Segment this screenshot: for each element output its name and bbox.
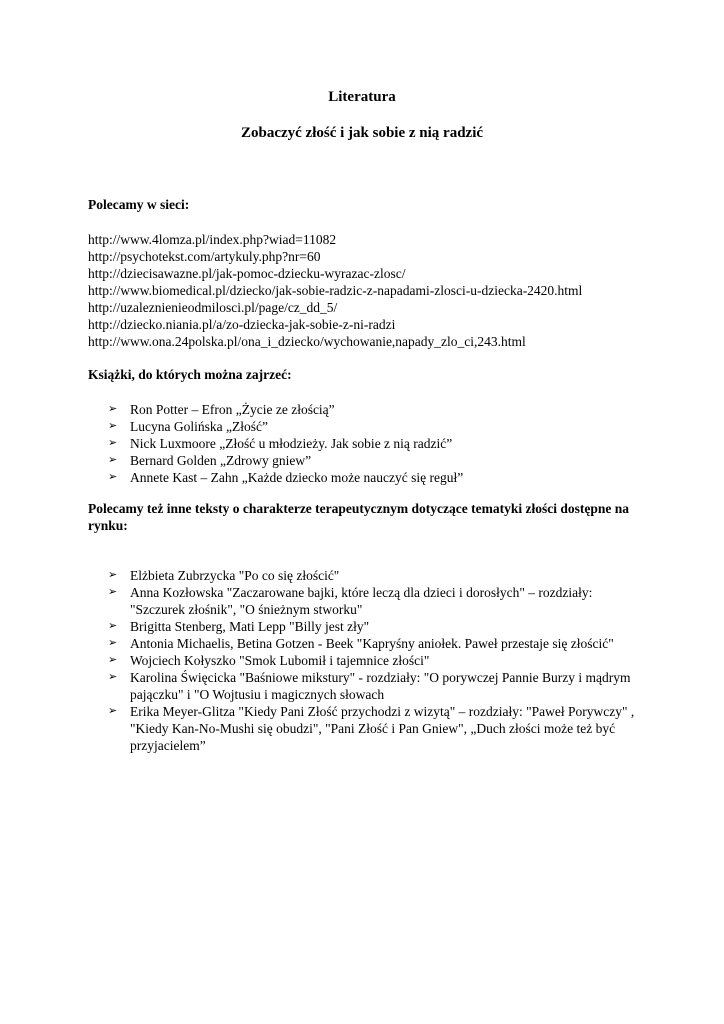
list-item-text: Antonia Michaelis, Betina Gotzen - Beek "Kapryśny aniołek. Paweł przestaje się złościć" bbox=[130, 636, 614, 651]
arrowhead-bullet-icon: ➢ bbox=[108, 637, 118, 649]
list-item-text: Nick Luxmoore „Złość u młodzieży. Jak sobie z nią radzić” bbox=[130, 436, 453, 451]
list-item bbox=[108, 703, 648, 754]
list-item-text: Elżbieta Zubrzycka "Po co się złościć" bbox=[130, 568, 340, 583]
link-item[interactable]: http://dziecko.niania.pl/a/zo-dziecka-jak-sobie-z-ni-radzi bbox=[88, 317, 396, 332]
arrowhead-bullet-icon: ➢ bbox=[108, 437, 118, 449]
arrowhead-bullet-icon: ➢ bbox=[108, 620, 118, 632]
list-item bbox=[108, 652, 648, 669]
list-item bbox=[108, 567, 648, 584]
list-item-text: Ron Potter – Efron „Życie ze złością” bbox=[130, 402, 335, 417]
link-item[interactable]: http://psychotekst.com/artykuly.php?nr=60 bbox=[88, 249, 321, 264]
list-item bbox=[108, 452, 648, 469]
list-item-text: Karolina Święcicka "Baśniowe mikstury" - rozdziały: "O porywczej Pannie Burzy i mądrym pajączku" i "O Wojtusiu i magicznych słowach bbox=[130, 670, 631, 702]
list-item-text: Annete Kast – Zahn „Każde dziecko może nauczyć się reguł” bbox=[130, 470, 464, 485]
list-item-text: Bernard Golden „Zdrowy gniew” bbox=[130, 453, 312, 468]
list-item bbox=[108, 435, 648, 452]
link-item[interactable]: http://www.4lomza.pl/index.php?wiad=11082 bbox=[88, 232, 337, 247]
link-list bbox=[88, 231, 688, 350]
books-heading: Książki, do których można zajrzeć: bbox=[88, 367, 292, 382]
arrowhead-bullet-icon: ➢ bbox=[108, 569, 118, 581]
arrowhead-bullet-icon: ➢ bbox=[108, 403, 118, 415]
book-list bbox=[108, 401, 648, 486]
arrowhead-bullet-icon: ➢ bbox=[108, 586, 118, 598]
arrowhead-bullet-icon: ➢ bbox=[108, 454, 118, 466]
link-item[interactable]: http://www.ona.24polska.pl/ona_i_dziecko/wychowanie,napady_zlo_ci,243.html bbox=[88, 334, 526, 349]
list-item bbox=[108, 635, 648, 652]
link-item[interactable]: http://uzaleznienieodmilosci.pl/page/cz_dd_5/ bbox=[88, 300, 338, 315]
list-item bbox=[108, 418, 648, 435]
arrowhead-bullet-icon: ➢ bbox=[108, 705, 118, 717]
online-heading: Polecamy w sieci: bbox=[88, 197, 190, 212]
list-item-text: Brigitta Stenberg, Mati Lepp "Billy jest zły" bbox=[130, 619, 370, 634]
therapeutic-heading: Polecamy też inne teksty o charakterze terapeutycznym dotyczące tematyki złości dostępne na rynku: bbox=[88, 501, 629, 533]
arrowhead-bullet-icon: ➢ bbox=[108, 671, 118, 683]
list-item-text: Wojciech Kołyszko "Smok Lubomił i tajemnice złości" bbox=[130, 653, 430, 668]
page-title: Literatura bbox=[328, 89, 396, 105]
link-item[interactable]: http://dziecisawazne.pl/jak-pomoc-dziecku-wyrazac-zlosc/ bbox=[88, 266, 406, 281]
list-item-text: Erika Meyer-Glitza "Kiedy Pani Złość przychodzi z wizytą" – rozdziały: "Paweł Porywczy" , "Kiedy Kan-No-Mushi się obudzi", "Pani Złość i Pan Gniew", „Duch złości może też być przyjacielem” bbox=[130, 704, 635, 753]
list-item-text: Anna Kozłowska "Zaczarowane bajki, które leczą dla dzieci i dorosłych" – rozdziały: "Szczurek złośnik", "O śnieżnym stworku" bbox=[130, 585, 593, 617]
list-item bbox=[108, 584, 648, 618]
page-subtitle: Zobaczyć złość i jak sobie z nią radzić bbox=[240, 125, 484, 141]
list-item-text: Lucyna Golińska „Złość” bbox=[130, 419, 268, 434]
arrowhead-bullet-icon: ➢ bbox=[108, 654, 118, 666]
arrowhead-bullet-icon: ➢ bbox=[108, 420, 118, 432]
link-item[interactable]: http://www.biomedical.pl/dziecko/jak-sobie-radzic-z-napadami-zlosci-u-dziecka-2420.html bbox=[88, 283, 583, 298]
list-item bbox=[108, 669, 648, 703]
list-item bbox=[108, 618, 648, 635]
therapeutic-list bbox=[108, 567, 648, 754]
list-item bbox=[108, 469, 648, 486]
list-item bbox=[108, 401, 648, 418]
arrowhead-bullet-icon: ➢ bbox=[108, 471, 118, 483]
